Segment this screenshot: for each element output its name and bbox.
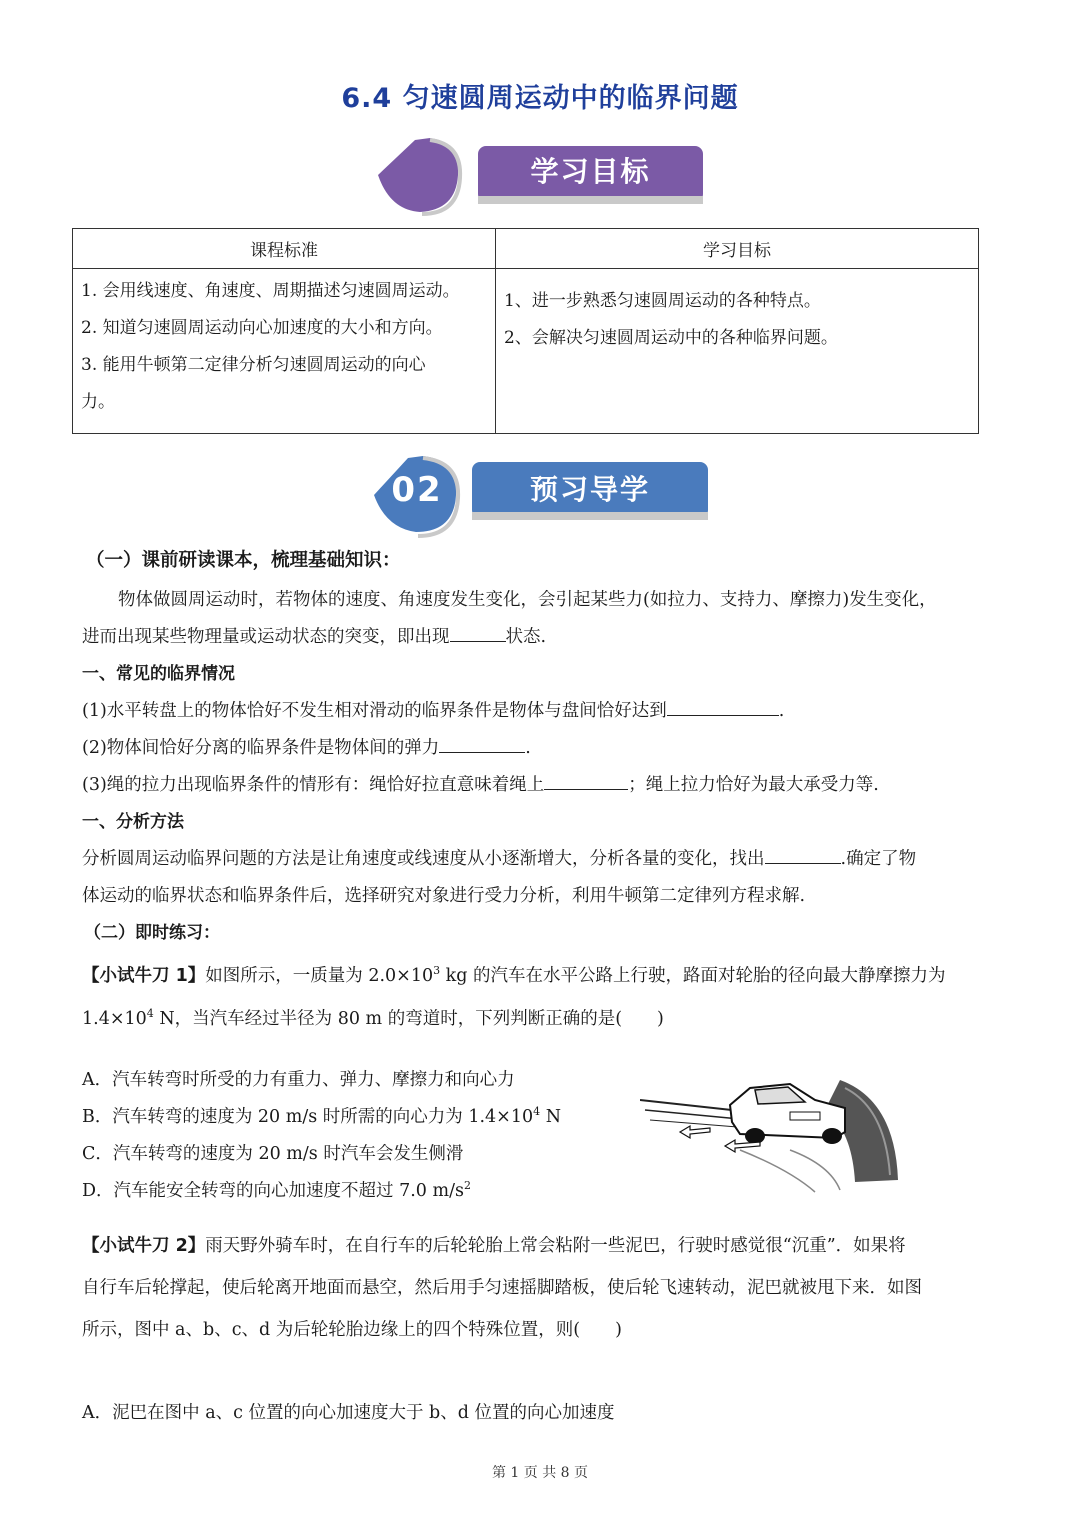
table-header: 学习目标 xyxy=(496,229,979,269)
list-item: 3. 能用牛顿第二定律分析匀速圆周运动的向心 xyxy=(81,355,426,375)
blank-line xyxy=(439,734,525,753)
text-part: 雨天野外骑车时，在自行车的后轮轮胎上常会粘附一些泥巴，行驶时感觉很“沉重”．如果将 xyxy=(205,1236,906,1256)
text-part: 进而出现某些物理量或运动状态的突变，即出现 xyxy=(82,627,450,647)
list-item xyxy=(82,767,1002,804)
text-part: .确定了物 xyxy=(840,849,917,869)
superscript: 2 xyxy=(463,1179,471,1193)
table-header: 课程标准 xyxy=(73,229,496,269)
subheading: 一、常见的临界情况 xyxy=(82,664,235,684)
question-1 xyxy=(82,952,1002,1038)
course-standards-cell xyxy=(73,269,496,434)
banner-label: 预习导学 xyxy=(529,473,650,506)
list-item: (2)物体间恰好分离的临界条件是物体间的弹力 . xyxy=(82,730,1002,767)
learning-goals-banner xyxy=(370,130,710,220)
text-part: B．汽车转弯的速度为 20 m/s 时所需的向心力为 1.4×10 xyxy=(82,1107,534,1127)
text-part: ；绳上拉力恰好为最大承受力等. xyxy=(628,775,879,795)
text-part: (3)绳的拉力出现临界条件的情形有：绳恰好拉直意味着绳上 xyxy=(82,775,545,795)
car-turning-illustration xyxy=(640,1070,905,1199)
page-title: 6.4 匀速圆周运动中的临界问题 xyxy=(341,83,739,114)
car-icon xyxy=(640,1070,905,1195)
section-heading: （一）课前研读课本，梳理基础知识： xyxy=(86,550,401,571)
text-segment: 物体做圆周运动时，若物体的速度、角速度发生变化，会引起某些力(如拉力、支持力、摩擦力)发生变化， xyxy=(118,590,937,610)
text-part: (1)水平转盘上的物体恰好不发生相对滑动的临界条件是物体与盘间恰好达到 xyxy=(82,701,667,721)
option-b xyxy=(82,1103,561,1128)
list-item: 力。 xyxy=(81,392,115,412)
intro-paragraph xyxy=(82,582,1002,656)
blank-line xyxy=(765,845,841,864)
preview-guide-banner xyxy=(368,450,713,540)
banner-badge: 02 xyxy=(391,470,443,510)
text-part: 自行车后轮撑起，使后轮离开地面而悬空，然后用手匀速摇脚踏板，使后轮飞速转动，泥巴就被甩下来．如图 xyxy=(82,1278,922,1298)
text-segment xyxy=(82,619,546,656)
text-part: (2)物体间恰好分离的临界条件是物体间的弹力 xyxy=(82,738,440,758)
text-part: kg 的汽车在水平公路上行驶，路面对轮胎的径向最大静摩擦力为 xyxy=(440,965,946,986)
option-a: A．泥巴在图中 a、c 位置的向心加速度大于 b、d 位置的向心加速度 xyxy=(82,1403,615,1423)
learning-goals-cell xyxy=(496,269,979,434)
list-item: 1. 会用线速度、角速度、周期描述匀速圆周运动。 xyxy=(81,281,460,301)
text-part: 1.4×10 xyxy=(82,1008,147,1029)
banner-label: 学习目标 xyxy=(530,155,651,188)
list-item: 2、会解决匀速圆周运动中的各种临界问题。 xyxy=(504,328,838,348)
page-footer: 第 1 页 共 8 页 xyxy=(491,1465,589,1481)
list-item: 2. 知道匀速圆周运动向心加速度的大小和方向。 xyxy=(81,318,443,338)
method-paragraph xyxy=(82,841,1002,915)
text-part: 所示，图中 a、b、c、d 为后轮轮胎边缘上的四个特殊位置，则( ) xyxy=(82,1320,622,1340)
text-part: 如图所示，一质量为 2.0×10 xyxy=(205,965,434,986)
text-part: 体运动的临界状态和临界条件后，选择研究对象进行受力分析，利用牛顿第二定律列方程求解. xyxy=(82,886,806,906)
blank-line xyxy=(450,623,506,642)
superscript: 4 xyxy=(533,1105,541,1119)
text-part: 状态. xyxy=(505,627,547,647)
superscript: 4 xyxy=(146,1006,154,1020)
blank-line xyxy=(667,697,779,716)
superscript: 3 xyxy=(433,964,441,977)
subheading: 一、分析方法 xyxy=(82,812,184,832)
question-tag: 【小试牛刀 2】 xyxy=(82,1236,206,1256)
text-part: N，当汽车经过半径为 80 m 的弯道时，下列判断正确的是( ) xyxy=(153,1008,664,1029)
list-item: 1、进一步熟悉匀速圆周运动的各种特点。 xyxy=(504,291,821,311)
option-a: A．汽车转弯时所受的力有重力、弹力、摩擦力和向心力 xyxy=(82,1070,515,1090)
goals-table xyxy=(72,228,979,434)
option-d xyxy=(82,1177,471,1202)
list-item: (1)水平转盘上的物体恰好不发生相对滑动的临界条件是物体与盘间恰好达到 . xyxy=(82,693,1002,730)
text-part: N xyxy=(540,1107,562,1127)
text-part: 分析圆周运动临界问题的方法是让角速度或线速度从小逐渐增大，分析各量的变化，找出 xyxy=(82,849,765,869)
subheading: （二）即时练习： xyxy=(84,923,220,943)
question-2 xyxy=(82,1225,1002,1351)
text-part: D．汽车能安全转弯的向心加速度不超过 7.0 m/s xyxy=(82,1181,464,1201)
question-tag: 【小试牛刀 1】 xyxy=(82,965,206,986)
option-c: C．汽车转弯的速度为 20 m/s 时汽车会发生侧滑 xyxy=(82,1144,464,1164)
blank-line xyxy=(544,771,628,790)
